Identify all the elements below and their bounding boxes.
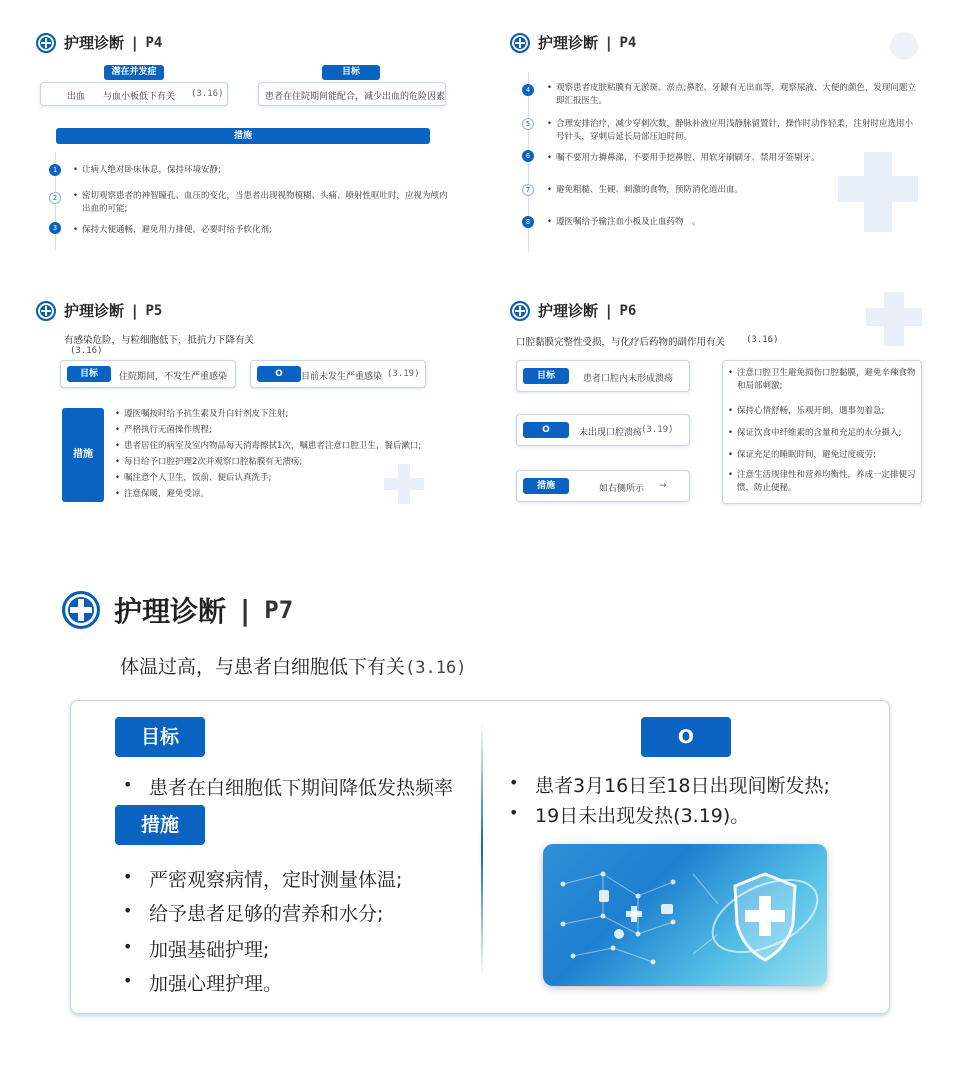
measure-item: • 加强基础护理; <box>149 935 269 962</box>
measure-item: • 注意生活规律性和营养均衡性，养成一定排便习惯，防止便秘。 <box>737 469 917 495</box>
slide-title: 护理诊断 <box>114 595 227 628</box>
outcome-box <box>516 414 690 446</box>
risk-box <box>40 82 228 106</box>
title-separator: | <box>132 301 138 320</box>
step-number: 2 <box>49 192 61 204</box>
outcome-text: 目前未发生严重感染 <box>301 372 383 382</box>
step-number: 5 <box>522 118 534 130</box>
step-number: 8 <box>522 216 534 228</box>
watermark-circle-plus-icon <box>890 32 918 60</box>
slide-p4-part1 <box>20 20 460 260</box>
measure-item: • 避免粗糙、生硬、刺激的食物，预防消化道出血。 <box>556 184 918 197</box>
measure-item: • 密切观察患者的神智瞳孔、血压的变化，当患者出现视物模糊、头痛、喷射性呕吐时，应视为颅内出血的可能; <box>82 190 452 216</box>
column-divider <box>481 721 483 977</box>
slide-header <box>510 300 636 321</box>
measure-item: • 注意口腔卫生避免损伤口腔黏膜，避免辛辣食物和局部刺激; <box>737 367 917 393</box>
measure-item: • 嘱不要用力擤鼻涕，不要用手挖鼻腔、用软牙刷刷牙、禁用牙签剔牙。 <box>556 152 918 165</box>
slide-header <box>36 300 162 321</box>
measure-item: • 注意保暖，避免受凉。 <box>124 488 454 501</box>
slide-header <box>62 590 293 630</box>
page-number: P5 <box>145 302 163 319</box>
page-number: P7 <box>264 596 294 624</box>
diagnosis-text: 口腔黏膜完整性受损，与化疗后药物的副作用有关 <box>516 337 726 348</box>
slide-title: 护理诊断 <box>64 34 125 52</box>
goal-text: 患者口腔内未形成溃疡 <box>583 374 674 384</box>
title-separator: | <box>606 301 612 320</box>
measures-bar: 措施 <box>56 128 430 144</box>
step-number: 7 <box>522 184 534 196</box>
measure-item: • 观察患者皮肤粘膜有无淤斑、淤点;鼻腔、牙龈有无出血等，观察尿液、大便的颜色，发现问题立即汇报医生。 <box>556 82 918 108</box>
goal-tag: 目标 <box>523 368 569 384</box>
page-number: P4 <box>619 34 637 51</box>
outcome-item: • 19日未出现发热(3.19)。 <box>535 801 749 828</box>
title-separator: | <box>132 33 138 52</box>
medical-illustration <box>543 844 827 986</box>
slide-p4-part2 <box>494 20 934 260</box>
goal-tag: 目标 <box>115 717 205 757</box>
title-separator: | <box>240 593 251 627</box>
outcome-tag: O <box>523 422 569 438</box>
measure-item: • 保持心情舒畅，乐观开朗，遇事勿着急; <box>737 405 917 418</box>
page-number: P6 <box>619 302 637 319</box>
content-card <box>70 700 890 1014</box>
measure-item: • 保持大便通畅，避免用力排便，必要时给予软化剂; <box>82 224 442 237</box>
diagnosis-date: (3.16) <box>746 335 779 345</box>
risk-date: (3.16) <box>191 89 224 99</box>
measure-item: • 遵医嘱按时给予抗生素及升白针剂皮下注射; <box>124 408 454 421</box>
measures-tag: 措施 <box>62 408 104 502</box>
slide-p6 <box>494 288 934 520</box>
slide-p5 <box>20 288 460 520</box>
slide-title: 护理诊断 <box>538 302 599 320</box>
measures-tag: 措施 <box>523 478 569 494</box>
outcome-tag: O <box>641 717 731 757</box>
slide-header <box>510 32 636 53</box>
slide-header <box>36 32 162 53</box>
measure-item: • 保证饮食中纤维素的含量和充足的水分摄入; <box>737 427 917 440</box>
risk-tag: 潜在并发症 <box>104 65 164 80</box>
measures-text: 如右侧所示 <box>599 484 645 494</box>
outcome-box <box>250 360 426 388</box>
step-number: 6 <box>522 150 534 162</box>
outcome-tag: O <box>257 366 301 382</box>
medical-plus-icon <box>510 301 530 321</box>
measure-item: • 严格执行无菌操作规程; <box>124 424 454 437</box>
risk-text: 出血 与血小板低下有关 <box>67 92 176 102</box>
goal-box <box>60 360 236 388</box>
measure-item: • 每日给予口腔护理2次并观察口腔粘膜有无溃疡; <box>124 456 454 469</box>
medical-plus-icon <box>36 33 56 53</box>
medical-plus-icon <box>62 591 100 629</box>
page-number: P4 <box>145 34 163 51</box>
measure-item: • 嘱注意个人卫生，饭前、便后认真洗手; <box>124 472 454 485</box>
measure-item: • 保证充足的睡眠时间，避免过度疲劳; <box>737 449 917 462</box>
measure-item: • 给予患者足够的营养和水分; <box>149 899 383 926</box>
measure-item: • 合理安排治疗，减少穿刺次数，静脉补液应用浅静脉留置针，操作时动作轻柔，注射时应选用小号针头，穿刺后延长局部压迫时间。 <box>556 118 920 144</box>
goal-item: • 患者在白细胞低下期间降低发热频率 <box>149 773 453 800</box>
outcome-date: (3.19) <box>641 425 674 435</box>
measure-item: • 让病人绝对卧床休息，保持环境安静; <box>82 164 442 177</box>
watermark-plus-icon <box>884 292 904 346</box>
measures-box <box>516 470 690 502</box>
slide-title: 护理诊断 <box>538 34 599 52</box>
step-number: 4 <box>522 84 534 96</box>
outcome-date: (3.19) <box>387 369 420 379</box>
goal-box <box>516 360 690 392</box>
medical-plus-icon <box>510 33 530 53</box>
measures-list-box <box>722 360 922 504</box>
slide-p7 <box>40 580 920 1040</box>
goal-tag: 目标 <box>322 65 380 80</box>
diagnosis-date: (3.16) <box>70 346 103 356</box>
medical-network-graphic <box>543 844 827 986</box>
arrow-right-icon: → <box>659 481 667 491</box>
measure-item: • 遵医嘱给予输注血小板及止血药物 。 <box>556 216 918 229</box>
goal-box <box>258 82 446 106</box>
goal-text: 住院期间，不发生严重感染 <box>119 372 228 382</box>
measures-tag: 措施 <box>115 805 205 845</box>
slide-title: 护理诊断 <box>64 302 125 320</box>
medical-plus-icon <box>36 301 56 321</box>
diagnosis-date: (3.16) <box>405 658 467 678</box>
measure-item: • 加强心理护理。 <box>149 969 282 996</box>
measure-item: • 严密观察病情，定时测量体温; <box>149 865 402 892</box>
outcome-text: 未出现口腔溃疡 <box>579 428 643 438</box>
measure-item: • 患者居住的病室及室内物品每天消毒擦拭1次，嘱患者注意口腔卫生，餐后漱口; <box>124 440 454 453</box>
diagnosis-text: 有感染危险，与粒细胞低下，抵抗力下降有关 <box>64 335 255 346</box>
title-separator: | <box>606 33 612 52</box>
outcome-item: • 患者3月16日至18日出现间断发热; <box>535 771 830 798</box>
diagnosis-text: 体温过高，与患者白细胞低下有关 <box>120 656 406 678</box>
step-number: 1 <box>49 164 61 176</box>
diagnosis-line <box>120 652 466 679</box>
step-number: 3 <box>49 222 61 234</box>
goal-text: 患者在住院期间能配合，减少出血的危险因素 <box>265 92 446 102</box>
goal-tag: 目标 <box>67 366 111 382</box>
